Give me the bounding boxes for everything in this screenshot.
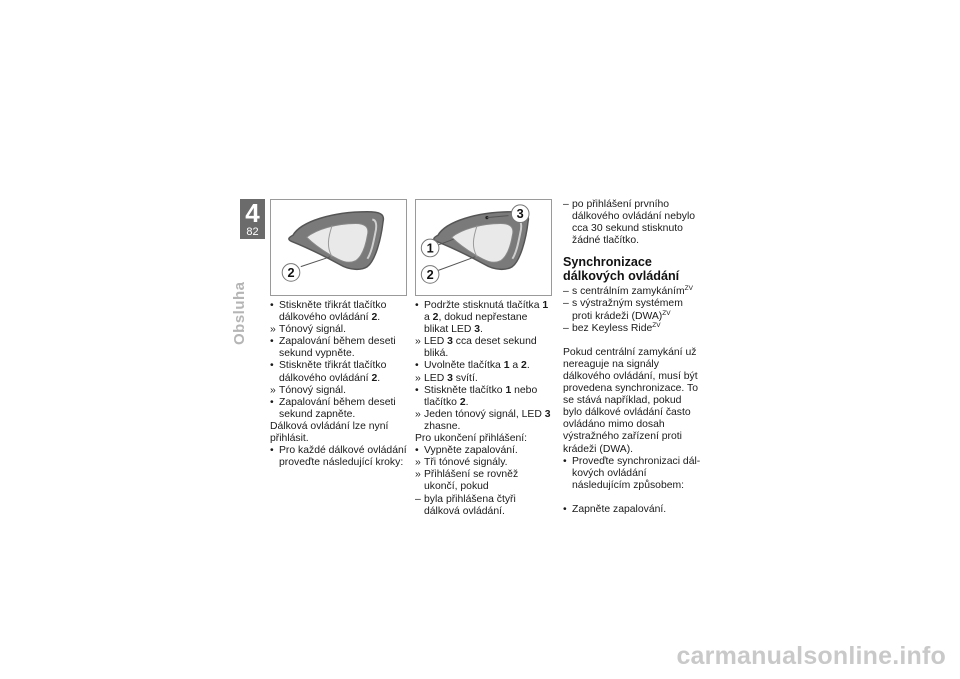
result-item: » Jeden tónový signál, LED 3 zhasne. — [415, 409, 553, 433]
column-2 — [415, 199, 553, 518]
callout-label-3: 3 — [516, 206, 524, 222]
key-fob-figure-2 — [415, 199, 552, 296]
step-item: • Proveďte synchronizaci dálkových ovládání následujícím způsobem: — [563, 456, 703, 492]
step-item: • Podržte stisknutá tlačítka 1 a 2, dokud nepřestane blikat LED 3. — [415, 300, 553, 336]
step-item: • Stiskněte třikrát tlačítko dálkového ovládání 2. — [270, 360, 408, 384]
step-item: • Stiskněte třikrát tlačítko dálkového ovládání 2. — [270, 300, 408, 324]
callout-label-1: 1 — [426, 240, 434, 256]
chapter-marker — [240, 199, 265, 239]
option-item: – s výstražným systémem proti krádeži (DWA)$^{ZV}$ — [563, 298, 703, 322]
watermark: carmanualsonline.info — [676, 642, 946, 670]
key-fob-icon — [289, 212, 384, 270]
column-3 — [563, 199, 703, 516]
callout-line-2 — [438, 257, 475, 271]
callout-label-2: 2 — [287, 264, 295, 280]
result-item: » Tři tónové signály. — [415, 457, 553, 469]
step-item: • Uvolněte tlačítka 1 a 2. — [415, 360, 553, 372]
result-item: » Tónový signál. — [270, 385, 408, 397]
result-item: » LED 3 cca deset sekund bliká. — [415, 336, 553, 360]
option-item: – bez Keyless Ride$^{ZV}$ — [563, 323, 703, 335]
option-item: – s centrálním zamykáním$^{ZV}$ — [563, 286, 703, 298]
condition-item: – byla přihlášena čtyři dálková ovládání. — [415, 494, 553, 518]
step-item: • Stiskněte tlačítko 1 nebo tlačítko 2. — [415, 385, 553, 409]
callout-line-2 — [301, 257, 330, 267]
step-item: • Zapněte zapalování. — [563, 504, 703, 516]
result-item: » Přihlášení se rovněž ukončí, pokud — [415, 469, 553, 493]
step-item: • Vypněte zapalování. — [415, 445, 553, 457]
result-item: » Tónový signál. — [270, 324, 408, 336]
section-title: Obsluha — [231, 281, 248, 345]
condition-item: – po přihlášení prvního dálkového ovládání nebylo cca 30 sekund stisknuto žádné tlačítko. — [563, 199, 703, 247]
chapter-number: 4 — [245, 198, 260, 228]
section-heading: Synchronizace dálkových ovládání — [563, 255, 680, 283]
page-number: 82 — [246, 226, 259, 238]
column-1 — [270, 199, 408, 469]
paragraph: Pro ukončení přihlášení: — [415, 433, 528, 445]
step-item: • Zapalování během deseti sekund vypněte. — [270, 336, 408, 360]
result-item: » LED 3 svítí. — [415, 373, 553, 385]
step-item: • Pro každé dálkové ovládání proveďte následující kroky: — [270, 445, 408, 469]
callout-label-2: 2 — [426, 266, 434, 282]
paragraph: Pokud centrální zamykání už nereaguje na signály dálkového ovládání, musí být provedena synchronizace. To se stává například, pokud bylo dálkové ovládání často ovládáno mimo dosah výstražného zařízení proti krádeži (DWA). — [563, 346, 698, 455]
key-fob-figure-1 — [270, 199, 407, 296]
step-item: • Zapalování během deseti sekund zapněte. — [270, 397, 408, 421]
paragraph: Dálková ovládání lze nyní přihlásit. — [270, 420, 389, 445]
